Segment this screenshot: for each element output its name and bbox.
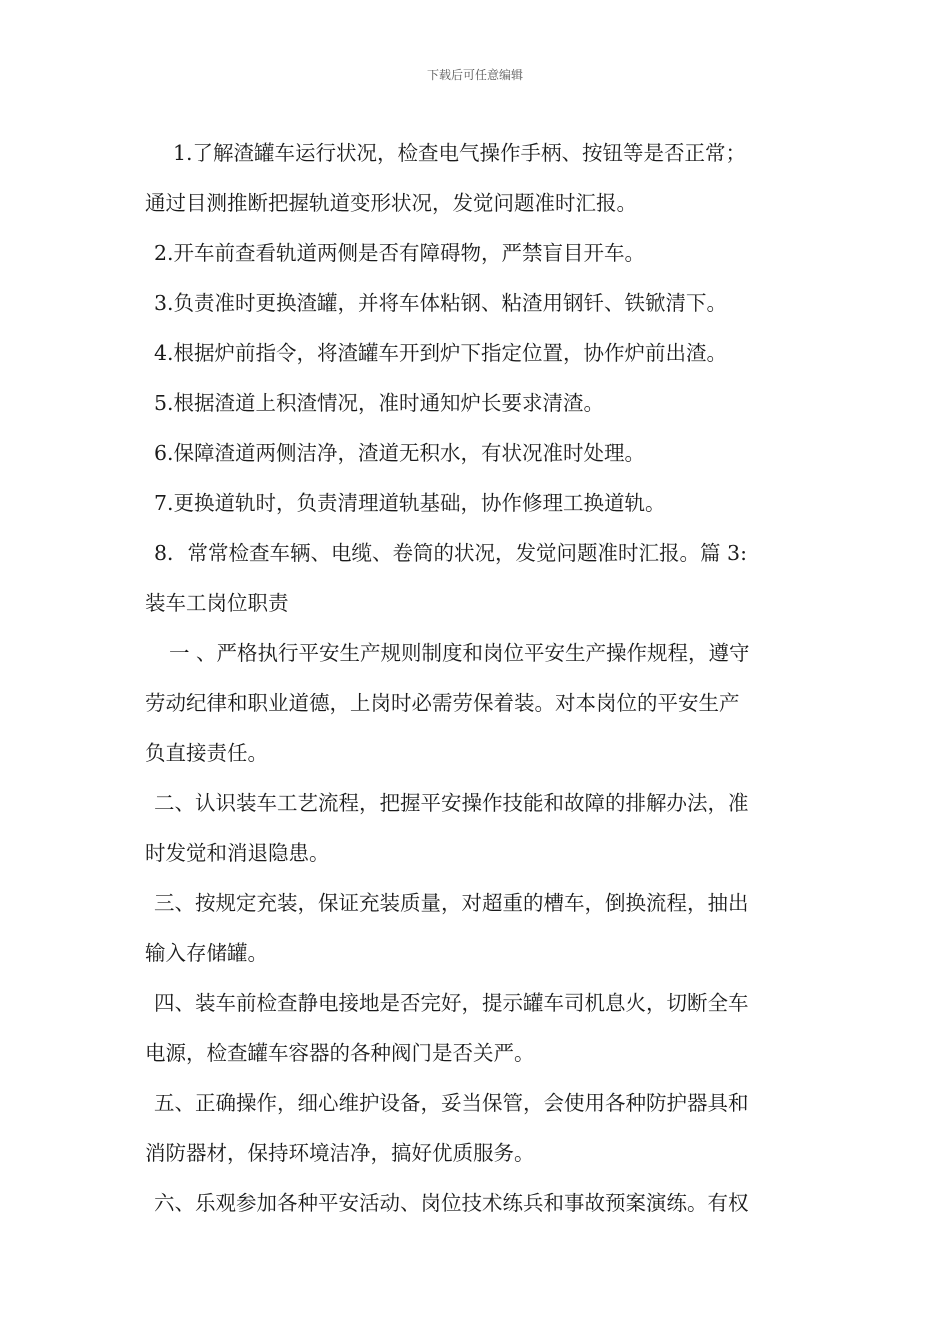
text-line: 消防器材，保持环境洁净，搞好优质服务。 <box>145 1141 535 1165</box>
text-line: 装车工岗位职责 <box>145 591 289 615</box>
page-header: 下载后可任意编辑 <box>426 68 523 82</box>
text-line: 六、乐观参加各种平安活动、岗位技术练兵和事故预案演练。有权 <box>154 1191 749 1215</box>
text-line: 五、正确操作，细心维护设备，妥当保管，会使用各种防护器具和 <box>154 1091 749 1115</box>
text-line: 时发觉和消退隐患。 <box>145 841 330 865</box>
text-line: 3.负责准时更换渣罐，并将车体粘钢、粘渣用钢钎、铁锨清下。 <box>154 291 728 315</box>
text-line: 一 、严格执行平安生产规则制度和岗位平安生产操作规程，遵守 <box>169 641 750 665</box>
text-line: 输入存储罐。 <box>145 941 268 965</box>
text-line: 6.保障渣道两侧洁净，渣道无积水，有状况准时处理。 <box>154 441 646 465</box>
document-body <box>145 128 810 1228</box>
text-line: 四、装车前检查静电接地是否完好，提示罐车司机息火，切断全车 <box>154 991 749 1015</box>
text-line: 2.开车前查看轨道两侧是否有障碍物，严禁盲目开车。 <box>154 241 646 265</box>
text-line: 二、认识装车工艺流程，把握平安操作技能和故障的排解办法，准 <box>154 791 749 815</box>
text-line: 8．常常检查车辆、电缆、卷筒的状况，发觉问题准时汇报。篇 3: <box>154 541 748 565</box>
text-line: 三、按规定充装，保证充装质量，对超重的槽车，倒换流程，抽出 <box>154 891 749 915</box>
text-line: 电源，检查罐车容器的各种阀门是否关严。 <box>145 1041 535 1065</box>
text-line: 1.了解渣罐车运行状况，检查电气操作手柄、按钮等是否正常； <box>173 141 747 165</box>
text-line: 4.根据炉前指令，将渣罐车开到炉下指定位置，协作炉前出渣。 <box>154 341 728 365</box>
text-line: 7.更换道轨时，负责清理道轨基础，协作修理工换道轨。 <box>154 491 666 515</box>
text-line: 劳动纪律和职业道德，上岗时必需劳保着装。对本岗位的平安生产 <box>145 691 740 715</box>
text-line: 负直接责任。 <box>145 741 268 765</box>
text-line: 5.根据渣道上积渣情况，准时通知炉长要求清渣。 <box>154 391 605 415</box>
text-line: 通过目测推断把握轨道变形状况，发觉问题准时汇报。 <box>145 191 637 215</box>
